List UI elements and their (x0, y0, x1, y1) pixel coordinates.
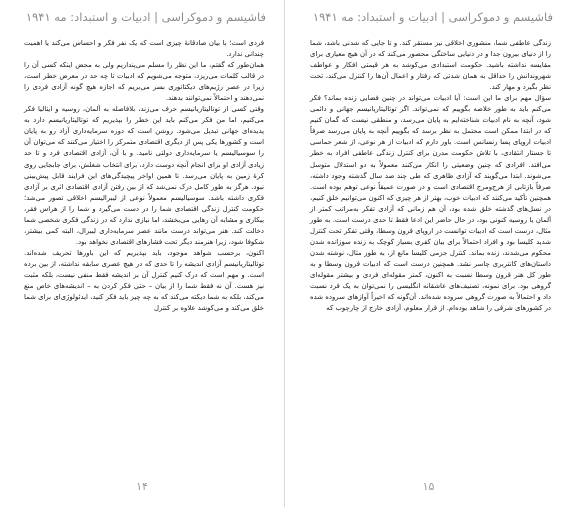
paragraph: همان‌طور که گفتم، ما این نظر را مسلم می‌پنداریم ولی به محض اینکه کسی آن را در قالب کلمات می‌ریزد، متوجه می‌شویم که ادبیات تا چه حد در معرض خطر است، زیرا در عصر رژیم‌های دیکتاتوری بسر می‌بریم که اجازه هیچ گونه آزادی فردی را نمی‌دهند و احتمالاً نمی‌توانند بدهند. (24, 61, 264, 103)
paragraph: زندگی عاطفی شما، منشوری اخلاقی نیز مستقر کند. و تا جایی که شدنی باشد، شما را از دنیای بیرون جدا و در دنیایی ساختگی محصور می‌کند که در آن هیچ معیاری برای مقایسه نداشته باشید. حکومت استبدادی می‌کوشد به هر قیمتی افکار و عواطف شهروندانش را حداقل به همان شدتی که رفتار و اعمال آن‌ها را کنترل می‌کند، تحت نظر بگیرد و مهار کند. (310, 39, 551, 92)
page-body (24, 38, 264, 314)
paragraph: سؤال مهم برای ما این است: آیا ادبیات می‌تواند در چنین فضایی زنده بماند؟ فکر می‌کنم باید به طور خلاصه بگوییم که نمی‌تواند. اگر توتالیتاریانیسم جهانی و دائمی شود، آنچه به نام ادبیات شناخته‌ایم به پایان می‌رسد، و منطقی نیست که گمان کنیم که در ابتدا ممکن است محتمل به نظر برسد که بگوییم آنچه به پایان می‌رسد صرفاً ادبیات اروپای پسا رنسانس است. باور دارم که ادبیات از هر نوعی، از شعر حماسی تا جستار انتقادی، با تلاش حکومت مدرن برای کنترل زندگی عاطفی افراد به خطر می‌افتد. افرادی که چنین وضعیتی را انکار می‌کنند معمولاً به دو استدلال متوسل می‌شوند. ابتدا می‌گویند که آزادی ظاهری که طی چند صد سال گذشته وجود داشته، صرفاً بازتابی از هرج‌ومرج اقتصادی است و در صورت عمیقاً نوعی توهم بوده است. همچنین تأکید می‌کنند که ادبیات خوب، بهتر از هر چیزی که اکنون می‌توانیم خلق کنیم، در نسل‌های گذشته خلق شده بود، آن هم زمانی که آزادی تفکر به‌مراتب کمتر از آلمان یا روسیه کنونی بود، در حال حاضر این ادعا فقط تا حدی درست است. به طور مثال، درست است که ادبیات توانست در اروپای قرون وسطا، وقتی تفکر تحت کنترل شدید کلیسا بود و افراد احتمالاً برای بیان کفری بسیار کوچک به زنده سوزانده شدن محکوم می‌شدند، زنده بماند. کنترل جزمی کلیسا مانع از، به طور مثال، نوشته شدن داستان‌های کانتربری چاسر نشد. همچنین درست است که ادبیات قرون وسطا و به طور کل هنر قرون وسطا نسبت به اکنون، کمتر مقوله‌ای فردی و بیشتر مقوله‌ای گروهی بود. برای نمونه، تصنیف‌های عاشقانه انگلیسی را نمی‌توان به یک فرد نسبت داد و احتمالاً به صورت گروهی سروده شده‌اند. آن‌گونه که اخیراً آوازهای سروده شده در کشورهای شرقی را شاهد بوده‌ام. از قرار معلوم، آزادی خارج از چارچوب که (310, 94, 551, 313)
running-header: فاشیسم و دموکراسی | ادبیات و استبداد: مه ۱۹۴۱ (312, 10, 553, 24)
left-page (0, 0, 285, 507)
paragraph: فردی است؛ با بیان صادقانهٔ چیزی است که یک نفر فکر و احساس می‌کند یا اهمیت چندانی ندارد. (24, 39, 264, 59)
right-page (286, 0, 571, 507)
paragraph: اکنون، برحسب شواهد موجود، باید بپذیریم که این باورها تحریف شده‌اند. توتالیتاریانیسم آزادی اندیشه را تا حدی که در هیچ عصری سابقه نداشته، از بین برده است. و مهم است که درک کنیم کنترل آن بر اندیشه فقط منفی نیست، بلکه مثبت نیز هست. آن نه فقط شما را از بیان – حتی فکر کردن به – اندیشه‌های خاص منع می‌کند، بلکه به شما دیکته می‌کند که به چه چیز باید فکر کنید، ایدئولوژی‌ای برای شما خلق می‌کند و می‌کوشد علاوه بر کنترل (24, 248, 264, 313)
page-number: ۱۵ (422, 480, 435, 493)
page-number: ۱۴ (136, 480, 148, 493)
running-header: فاشیسم و دموکراسی | ادبیات و استبداد: مه ۱۹۴۱ (25, 10, 266, 24)
paragraph: وقتی کسی از توتالیتاریانیسم حرف می‌زند، بلافاصله به آلمان، روسیه و ایتالیا فکر می‌کنیم، اما من فکر می‌کنم باید این خطر را بپذیریم که توتالیتاریانیسم دارد به پدیده‌ای جهانی تبدیل می‌شود. روشن است که دوره سرمایه‌داری آزاد رو به پایان است و کشورها یکی پس از دیگری اقتصادی متمرکز را اختیار می‌کنند که می‌توان آن را سوسیالیسم یا سرمایه‌داری دولتی نامید. و با آن، آزادی اقتصادی فرد و تا حد زیادی آزادی او برای انجام آنچه دوست دارد، برای انتخاب شغلش، برای جابجایی روی کرهٔ زمین به پایان می‌رسد. تا همین اواخر پیچیدگی‌های این فرایند قابل پیش‌بینی نبود. هرگز به طور کامل درک نمی‌شد که از بین رفتن آزادی اقتصادی اثری بر آزادی فکری داشته باشد. سوسیالیسم معمولاً نوعی از لیبرالیسم اخلاقی تصور می‌شد؛ حکومت کنترل زندگی اقتصادی شما را در دست می‌گیرد و شما را از هراس فقر، بیکاری و مشابه آن رهایی می‌بخشد، اما نیازی ندارد که در زندگی فکری شخصی شما دخالت کند. هنر می‌تواند درست مانند عصر سرمایه‌داری لیبرال، البته کمی بیشتر، شکوفا شود، زیرا هنرمند دیگر تحت فشارهای اقتصادی نخواهد بود. (24, 105, 264, 246)
page-body (310, 38, 551, 314)
